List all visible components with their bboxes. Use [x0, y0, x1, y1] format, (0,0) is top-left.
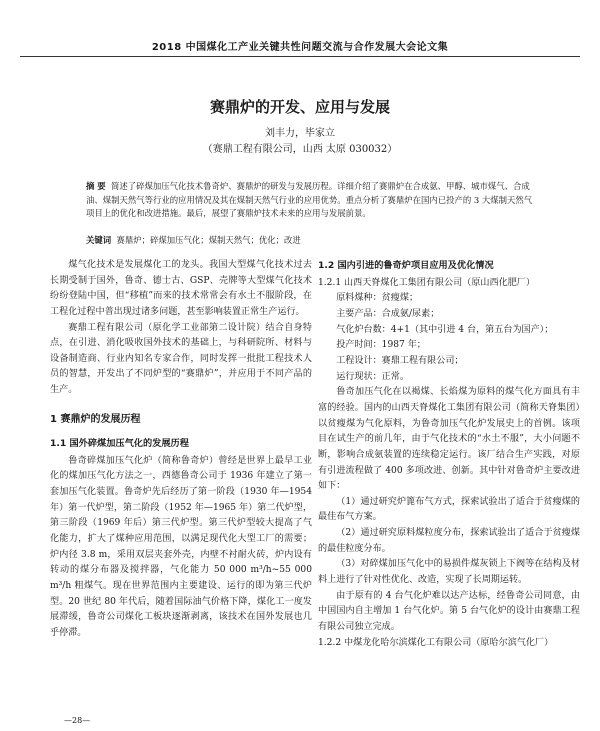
raw-coal-line: 原料煤种：贫瘦煤； [336, 293, 419, 304]
abstract-text: 简述了碎煤加压气化技术鲁奇炉、赛鼎炉的研发与发展历程。详细介绍了赛鼎炉在合成氨、甲醇、城市煤气、合成油、煤制天然气等行业的应用情况及其在煤制天然气行业的应用优势。重点分析了赛鼎炉在国内已投产的 3 大煤制天然气项目上的优化和改进措施。最后，展望了赛鼎炉技术未来的应用与发展前景。 [86, 181, 533, 219]
fifth-gasifier-paragraph: 由于原有的 4 台气化炉难以达产达标，经鲁奇公司同意，由中国国内自主增加 1 台气化炉。第 5 台气化炉的设计由赛鼎工程有限公司独立完成。 [318, 590, 580, 632]
intro-paragraph-1: 煤气化技术是发展煤化工的龙头。我国大型煤气化技术过去长期受制于国外，鲁奇、德士古、GSP、壳牌等大型煤气化技术纷纷登陆中国，但“移植”而来的技术常常会有水土不服阶段，在工程化过程中普出现过诸多问题，甚至影响装置正常生产运行。 [50, 260, 312, 317]
section-1-heading: 1 赛鼎炉的发展历程 [50, 413, 141, 425]
right-column [318, 258, 580, 651]
page-number: —28— [64, 716, 91, 725]
startup-time-line: 投产时间：1987 年； [336, 340, 426, 351]
tianji-paragraph: 鲁奇加压气化在以褐煤、长焰煤为原料的煤气化方面具有丰富的经验。国内的山西天脊煤化工集团有限公司（简称天脊集团）以贫瘦煤为气化原料，为鲁奇加压气化炉发展史上的首例。该项目在试生产的前几年，由于气化技术的“水土不服”，大小问题不断，影响合成氨装置的连续稳定运行。该厂结合生产实践，对原有引进流程做了 400 多项改进、创新。其中针对鲁奇炉主要改进如下： [318, 387, 580, 492]
paper-authors: 刘丰力，毕家立 [265, 128, 335, 139]
header-rule [20, 56, 580, 57]
improvement-2: （2）通过研究原料煤粒度分布，探索试验出了适合于贫瘦煤的最佳粒度分布。 [318, 528, 580, 554]
section-1-2-heading: 1.2 国内引进的鲁奇炉项目应用及优化情况 [318, 260, 494, 271]
main-product-line: 主要产品：合成氨/尿素； [336, 309, 440, 320]
running-header: 2018 中国煤化工产业关键共性问题交流与合作发展大会论文集 [151, 42, 449, 53]
paper-affiliation: （赛鼎工程有限公司，山西 太原 030032） [202, 144, 398, 155]
section-1-2-2-heading: 1.2.2 中煤龙化哈尔滨煤化工有限公司（原哈尔滨气化厂） [318, 637, 554, 648]
improvement-3: （3）对碎煤加压气化中的易损件煤灰锁上下阀等在结构及材料上进行了针对性优化、改造，实现了长周期运转。 [318, 559, 580, 585]
improvement-1: （1）通过研究炉篦布气方式，探索试验出了适合于贫瘦煤的最佳布气方案。 [318, 496, 580, 523]
left-column [50, 258, 312, 641]
keywords-label: 关键词 [86, 235, 112, 245]
operation-status-line: 运行现状：正常。 [336, 371, 409, 382]
engineering-design-line: 工程设计：赛鼎工程有限公司； [336, 356, 464, 367]
lurgi-history-paragraph: 鲁奇碎煤加压气化炉（简称鲁奇炉）曾经是世界上最早工业化的煤加压气化方法之一，西德鲁奇公司于 1936 年建立了第一套加压气化装置。鲁奇炉先后经历了第一阶段（1930 年—1954 年）第一代炉型，第二阶段（1952 年—1965 年）第二代炉型，第三阶段（1969 年后）第三代炉型。第三代炉型较大提高了气化能力，扩大了煤种应用范围，以满足现代化大型工厂的需要；炉内径 3.8 m，采用双层夹套外壳，内壁不衬耐火砖，炉内设有转动的煤分布器及搅拌器，气化能力 50 000 m³/h~55 000 m³/h 粗煤气。现在世界范围内主要建设、运行的即为第三代炉型。20 世纪 80 年代后，随着国际油气价格下降，煤化工一度发展滞缓，鲁奇公司煤化工板块逐渐剥离，该技术在国外发展也几乎停滞。 [50, 455, 312, 638]
gasifier-count-line: 气化炉台数：4+1（其中引进 4 台，第五台为国产）； [336, 324, 554, 335]
keywords-text: 赛鼎炉；碎煤加压气化；煤制天然气；优化；改进 [116, 235, 301, 245]
section-1-1-heading: 1.1 国外碎煤加压气化的发展历程 [50, 437, 189, 449]
keywords [86, 234, 540, 246]
abstract [86, 180, 540, 221]
abstract-label: 摘 要 [86, 181, 106, 191]
section-1-2-1-heading: 1.2.1 山西天脊煤化工集团有限公司（原山西化肥厂） [318, 277, 535, 288]
paper-title: 赛鼎炉的开发、应用与发展 [209, 98, 390, 116]
intro-paragraph-2: 赛鼎工程有限公司（原化学工业部第二设计院）结合自身特点，在引进、消化吸收国外技术的基础上，与科研院所、材料与设备制造商、行业内知名专家合作，同时发挥一批批工程技术人员的智慧，开发出了不同炉型的“赛鼎炉”，并应用于不同产品的生产。 [50, 322, 312, 396]
